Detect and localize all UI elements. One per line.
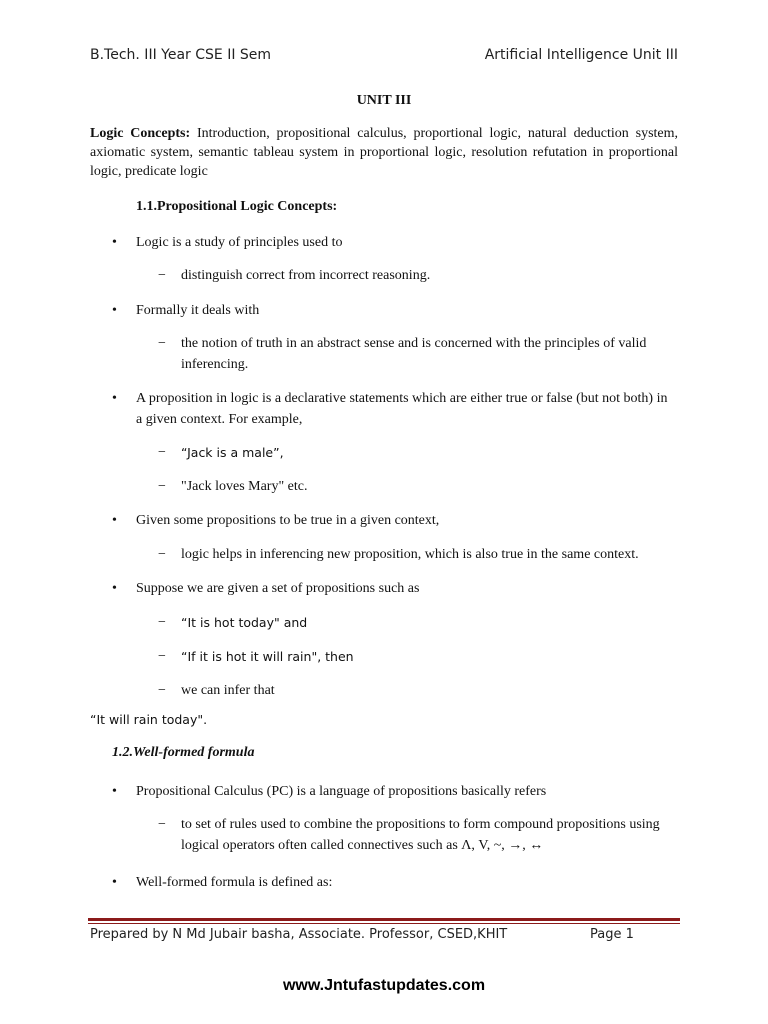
dash-icon: − bbox=[158, 547, 166, 562]
website-link[interactable]: www.Jntufastupdates.com bbox=[282, 977, 486, 994]
bullet-icon: • bbox=[112, 513, 117, 528]
bullet-text: Well-formed formula is defined as: bbox=[136, 875, 333, 890]
header-left: B.Tech. III Year CSE II Sem bbox=[90, 47, 272, 63]
sub-text: “It is hot today" and bbox=[181, 615, 308, 630]
footer-divider-thin bbox=[88, 923, 680, 924]
dash-icon: − bbox=[158, 268, 166, 283]
bullet-icon: • bbox=[112, 235, 117, 250]
bullet-text: Propositional Calculus (PC) is a language of propositions basically refers bbox=[136, 784, 547, 799]
section-heading-1-2: 1.2.Well-formed formula bbox=[112, 745, 255, 760]
footer-author: Prepared by N Md Jubair basha, Associate. Professor, CSED,KHIT bbox=[90, 927, 508, 942]
bullet-text: Logic is a study of principles used to bbox=[136, 235, 343, 250]
section-heading-1-1: 1.1.Propositional Logic Concepts: bbox=[136, 199, 338, 214]
sub-text: “If it is hot it will rain", then bbox=[181, 649, 354, 664]
unit-title: UNIT III bbox=[356, 93, 412, 108]
bullet-icon: • bbox=[112, 391, 117, 406]
intro-paragraph bbox=[90, 124, 678, 181]
sub-text: distinguish correct from incorrect reasoning. bbox=[181, 268, 431, 283]
dash-icon: − bbox=[158, 649, 166, 664]
sub-text: to set of rules used to combine the propositions to form compound propositions using logical operators often called connectives such as Λ, V, ~, →, ↔ bbox=[181, 817, 660, 853]
bullet-text: A proposition in logic is a declarative statements which are either true or false (but not both) in a given context. For example, bbox=[136, 391, 668, 427]
sub-text: logic helps in inferencing new proposition, which is also true in the same context. bbox=[181, 547, 639, 562]
dash-icon: − bbox=[158, 615, 166, 630]
sub-text: the notion of truth in an abstract sense and is concerned with the principles of valid inferencing. bbox=[181, 336, 647, 372]
dash-icon: − bbox=[158, 683, 166, 698]
footer-page-number: Page 1 bbox=[590, 927, 634, 942]
intro-label: Logic Concepts: bbox=[90, 126, 191, 141]
dash-icon: − bbox=[158, 445, 166, 460]
bullet-icon: • bbox=[112, 303, 117, 318]
bullet-icon: • bbox=[112, 581, 117, 596]
dash-icon: − bbox=[158, 479, 166, 494]
intro-text: Introduction, propositional calculus, proportional logic, natural deduction system, axiomatic system, semantic tableau system in proportional logic, resolution refutation in proportional logic, predicate logic bbox=[90, 126, 679, 179]
bullet-text: Given some propositions to be true in a given context, bbox=[136, 513, 440, 528]
bullet-text: Formally it deals with bbox=[136, 303, 260, 318]
dash-icon: − bbox=[158, 336, 166, 351]
dash-icon: − bbox=[158, 817, 166, 832]
bullet-icon: • bbox=[112, 784, 117, 799]
conclusion-text: “It will rain today". bbox=[90, 712, 208, 727]
header-right: Artificial Intelligence Unit III bbox=[484, 47, 678, 63]
sub-text: “Jack is a male”, bbox=[181, 445, 284, 460]
bullet-text: Suppose we are given a set of propositions such as bbox=[136, 581, 420, 596]
sub-text: "Jack loves Mary" etc. bbox=[181, 479, 308, 494]
bullet-icon: • bbox=[112, 875, 117, 890]
sub-text: we can infer that bbox=[181, 683, 275, 698]
footer-divider-thick bbox=[88, 918, 680, 921]
